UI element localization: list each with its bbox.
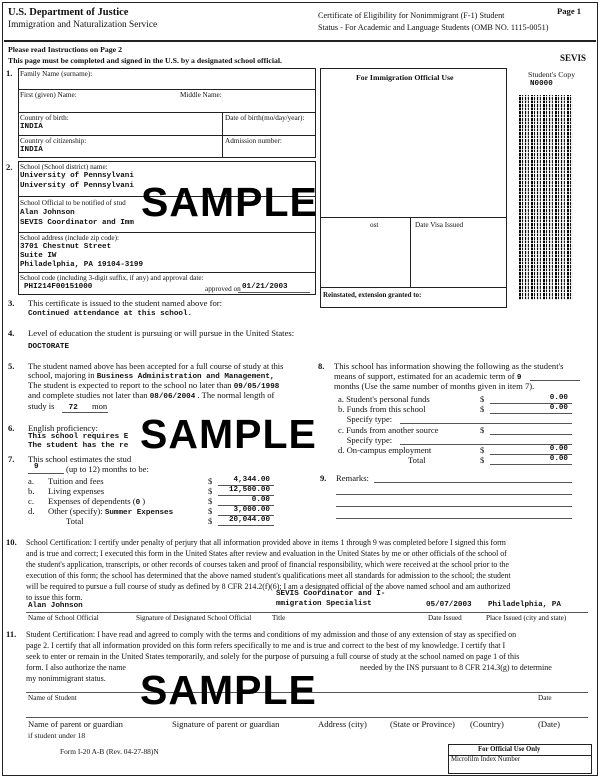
sig-label-title: Title [272, 614, 286, 622]
other-amount: 3,000.00 [233, 506, 270, 514]
dob-label: Date of birth(mo/day/year): [225, 114, 305, 122]
place-issued-value: Philadelphia, PA [488, 601, 561, 609]
section4-value: DOCTORATE [28, 343, 70, 351]
parent-name-label: Name of parent or guardian [28, 719, 123, 729]
item-number-7: 7. [8, 454, 15, 464]
section7-total-label: Total [66, 516, 84, 526]
dependents-row: Expenses of dependents (0 ) [48, 496, 146, 507]
under18-label: if student under 18 [28, 731, 86, 740]
signer-title-line2: mmigration Specialist [276, 600, 372, 608]
sample-watermark-bottom: SAMPLE [140, 667, 317, 713]
divider [336, 506, 572, 507]
other-specify: Summer Expenses [104, 509, 174, 517]
school-official-title: SEVIS Coordinator and Imm [20, 219, 134, 227]
divider [490, 434, 572, 435]
header-divider [4, 40, 596, 42]
section5-report-date: 09/05/1998 [233, 383, 280, 391]
immigration-box-title: For Immigration Official Use [356, 73, 454, 82]
sig-label-date: Date Issued [428, 614, 462, 622]
section5-line5-suffix: mon [91, 401, 108, 411]
tuition-label: Tuition and fees [48, 476, 104, 486]
section5-complete-date: 08/06/2004 [149, 393, 196, 401]
item-number-11: 11. [6, 629, 17, 639]
birth-country-value: INDIA [20, 123, 43, 131]
section8-total-currency: $ [480, 455, 485, 465]
support-c-label: c. Funds from another source [338, 425, 439, 435]
section11-line3: seek to enter or remain in the United States temporarily, and solely for the purpose of pursuing a full course of study at the school named on page 1 of this [26, 652, 520, 661]
divider [320, 217, 507, 218]
section8-total-label: Total [408, 455, 426, 465]
parent-country-label: (Country) [470, 719, 504, 729]
support-d-currency: $ [480, 445, 485, 455]
school-code-value: PHI214F00151000 [24, 283, 93, 291]
section7-total-currency: $ [208, 516, 213, 526]
tuition-letter: a. [28, 476, 34, 486]
section11-line5: my nonimmigrant status. [26, 674, 106, 683]
section10-line2: and is true and correct; I executed this form in the United States after review and evaluation in the United States by me or other officials of the school of [26, 549, 507, 558]
school-name-line2: University of Pennsylvani [20, 182, 134, 190]
immigration-box [320, 68, 507, 308]
cert-title-line1: Certificate of Eligibility for Nonimmigrant (F-1) Student [318, 11, 505, 20]
school-address-line3: Philadelphia, PA 19104-3199 [20, 261, 144, 269]
item-number-5: 5. [8, 361, 15, 371]
support-b-amount: 0.00 [549, 404, 568, 412]
birth-country-label: Country of birth: [20, 114, 69, 122]
living-letter: b. [28, 486, 35, 496]
section8-line1: This school has information showing the following as the student's [334, 361, 564, 371]
approved-on-value: 01/21/2003 [242, 283, 288, 291]
reinstated-label: Reinstated, extension granted to: [323, 291, 422, 299]
student-copy-label: Student's Copy [528, 70, 576, 79]
family-name-label: Family Name (surname): [20, 70, 93, 78]
support-b-type-label: Specify type: [338, 414, 393, 424]
section10-line4: execution of this form; the school has determined that the above named student's qualifications meet all standards for admission to the school; the student [26, 571, 511, 580]
support-a-currency: $ [480, 394, 485, 404]
section6-line1: This school requires E [28, 433, 129, 441]
divider [336, 518, 572, 519]
living-amount: 12,500.00 [228, 486, 270, 494]
support-d-amount: 0.00 [549, 445, 568, 453]
item-number-10: 10. [6, 537, 17, 547]
section10-line6: to issue this form. [26, 593, 83, 602]
sig-label-place: Place Issued (city and state) [486, 614, 567, 622]
divider [62, 412, 108, 413]
visa-post-label: ost [370, 221, 379, 229]
divider [218, 525, 274, 526]
other-currency: $ [208, 506, 213, 516]
divider [400, 423, 572, 424]
sample-watermark-middle: SAMPLE [140, 411, 317, 457]
section11-line4-tail: needed by the INS pursuant to 8 CFR 214.3(g) to determine [360, 663, 552, 672]
section11-line4: form. I also authorize the name [26, 663, 126, 672]
section11-line2: page 2. I certify that all information provided on this form refers specifically to me and is true and correct to the best of my knowledge. I certify that I [26, 641, 506, 650]
remarks-label: Remarks: [336, 473, 369, 483]
section8-term: 9 [516, 374, 522, 382]
section11-line1: Student Certification: I have read and agreed to comply with the terms and conditions of my admission and those of any extension of stay as specified on [26, 630, 517, 639]
divider [410, 217, 411, 287]
item-number-6: 6. [8, 423, 15, 433]
divider [26, 717, 588, 718]
date-visa-issued-label: Date Visa Issued [415, 221, 464, 229]
school-address-line2: Suite IW [20, 252, 57, 260]
item-number-2: 2. [6, 162, 13, 172]
dependents-letter: c. [28, 496, 34, 506]
microfilm-label: Microfilm Index Number [451, 756, 521, 763]
page-number: Page 1 [557, 6, 582, 16]
divider [530, 380, 580, 381]
item-number-3: 3. [8, 298, 15, 308]
signer-title-line1: SEVIS Coordinator and I- [276, 590, 386, 598]
sig-label-name: Name of School Official [28, 614, 99, 622]
student-date-label: Date [538, 694, 552, 702]
school-name-line1: University of Pennsylvani [20, 172, 134, 180]
section4-text: Level of education the student is pursuing or will pursue in the United States: [28, 328, 295, 338]
school-address-line1: 3701 Chestnut Street [20, 243, 112, 251]
section5-line4-suffix: . The normal length of [197, 390, 275, 400]
support-b-label: b. Funds from this school [338, 404, 426, 414]
item-number-4: 4. [8, 328, 15, 338]
section6-label: English proficiency: [28, 423, 98, 433]
school-address-label: School address (include zip code): [20, 234, 119, 242]
section8-line2-prefix: means of support, estimated for an academic term of [334, 371, 515, 381]
item-number-1: 1. [6, 68, 13, 78]
section5-line3-text: The student is expected to report to the school no later than [28, 380, 232, 390]
divider [18, 89, 316, 90]
service-name: Immigration and Naturalization Service [8, 20, 158, 30]
sample-watermark-top: SAMPLE [141, 179, 318, 225]
cert-title-line2: Status - For Academic and Language Students (OMB NO. 1115-0051) [318, 23, 549, 32]
section7-months-text: (up to 12) months to be: [66, 464, 149, 474]
first-name-label: First (given) Name: [20, 91, 77, 99]
sevis-label: SEVIS [560, 53, 587, 63]
section8-line3: months (Use the same number of months given in item 7). [334, 381, 535, 391]
school-code-label: School code (including 3-digit suffix, if any) and approval date: [20, 274, 204, 282]
form-id: Form I-20 A-B (Rev. 04-27-88)N [60, 747, 159, 756]
divider [490, 464, 572, 465]
admission-label: Admission number: [225, 137, 282, 145]
other-label: Other (specify): [48, 506, 103, 516]
approved-on-label: approved on [205, 285, 241, 293]
support-a-amount: 0.00 [549, 394, 568, 402]
section3-value: Continued attendance at this school. [28, 310, 193, 318]
divider [18, 135, 316, 136]
citizenship-value: INDIA [20, 146, 43, 154]
item-number-8: 8. [318, 361, 325, 371]
section6-line2: The student has the re [28, 442, 129, 450]
section10-line5: will be required to pursue a full course of study as defined by 8 CFR 214.2(f)(6); I am a designated official of the above named school and am authorized [26, 582, 511, 591]
support-a-label: a. Student's personal funds [338, 394, 430, 404]
divider [18, 232, 316, 233]
parent-date-label: (Date) [538, 719, 560, 729]
section7-total-amount: 20,044.00 [228, 516, 270, 524]
section7-label: This school estimates the stud [28, 454, 132, 464]
school-official-signer: Alan Johnson [28, 602, 83, 610]
barcode-image [519, 95, 573, 300]
sig-label-signature: Signature of Designated School Official [136, 614, 252, 622]
support-c-type-label: Specify type: [338, 435, 393, 445]
section7-months: 9 [34, 463, 39, 471]
dependents-currency: $ [208, 496, 213, 506]
section5-length: 72 [68, 404, 78, 412]
parent-address-label: Address (city) [318, 719, 367, 729]
living-currency: $ [208, 486, 213, 496]
other-letter: d. [28, 506, 35, 516]
divider [28, 473, 64, 474]
support-b-currency: $ [480, 404, 485, 414]
middle-name-label: Middle Name: [180, 91, 222, 99]
section3-text: This certificate is issued to the student named above for: [28, 298, 223, 308]
official-use-label: For Official Use Only [478, 746, 541, 753]
dependents-amount: 0.00 [251, 496, 270, 504]
living-label: Living expenses [48, 486, 105, 496]
dependents-label: Expenses of dependents ( [48, 496, 136, 506]
student-name-label: Name of Student [28, 694, 77, 702]
parent-signature-label: Signature of parent or guardian [172, 719, 280, 729]
instructions-line2: This page must be completed and signed in the U.S. by a designated school official. [8, 56, 283, 65]
divider [336, 494, 572, 495]
agency-name: U.S. Department of Justice [8, 7, 129, 18]
citizenship-label: Country of citizenship: [20, 137, 87, 145]
divider [320, 287, 507, 288]
tuition-amount: 4,344.00 [233, 476, 270, 484]
dependents-count: 0 [135, 499, 141, 507]
instructions-line1: Please read Instructions on Page 2 [8, 45, 122, 54]
section5-line1: The student named above has been accepted for a full course of study at this [28, 362, 284, 371]
tuition-currency: $ [208, 476, 213, 486]
section5-line2-prefix: school, majoring in [28, 370, 95, 380]
date-issued-value: 05/07/2003 [426, 601, 472, 609]
section5-major: Business Administration and Management, [96, 373, 275, 381]
divider [18, 112, 316, 113]
divider [18, 272, 316, 273]
item-number-9: 9. [320, 473, 327, 483]
support-d-label: d. On-campus employment [338, 445, 432, 455]
section5-line4-text: and complete studies not later than [28, 390, 148, 400]
divider [26, 612, 588, 613]
support-c-currency: $ [480, 425, 485, 435]
student-copy-number: N0000 [530, 80, 553, 88]
divider [490, 413, 572, 414]
section8-total-amount: 0.00 [549, 455, 568, 463]
section5-line5-prefix: study is [28, 401, 55, 411]
divider [374, 482, 572, 483]
school-official-label: School Official to be notified of stud [20, 199, 126, 207]
divider [238, 292, 310, 293]
section10-line3: the student's application, transcripts, or other records of courses taken and proof of financial responsibility, which were received at the school prior to the [26, 560, 509, 569]
school-name-label: School (School district) name: [20, 163, 108, 171]
section10-line1: School Certification: I certify under penalty of perjury that all information provided above in items 1 through 9 was completed before I signed this form [26, 538, 506, 547]
school-official-name: Alan Johnson [20, 209, 75, 217]
parent-state-label: (State or Province) [390, 719, 455, 729]
